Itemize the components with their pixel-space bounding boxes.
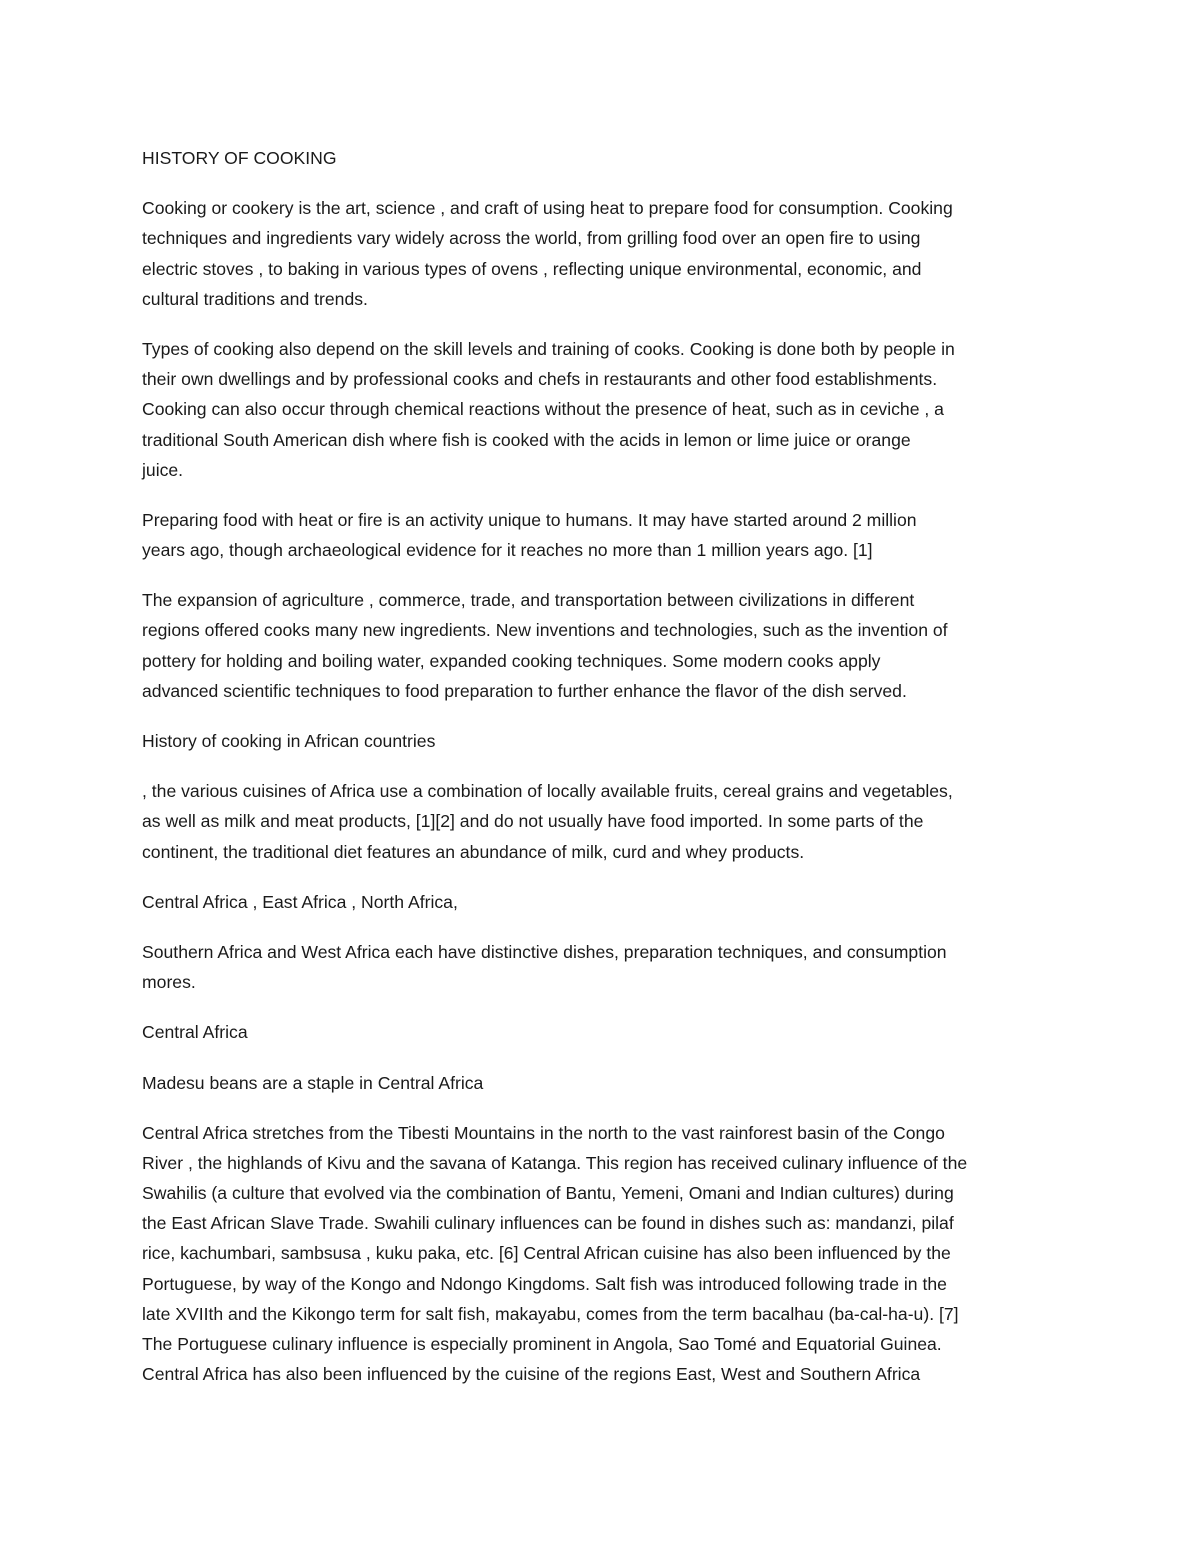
paragraph-madesu-beans [142,1068,1062,1098]
paragraph-intro [142,193,1062,314]
paragraph-regions [142,887,1062,917]
section-heading-central-africa [142,1017,1062,1047]
document-title [142,143,1062,173]
text-line: their own dwellings and by professional cooks and chefs in restaurants and other food establishments. [142,369,938,390]
text-line: Central Africa has also been influenced by the cuisine of the regions East, West and Southern Africa [142,1364,921,1385]
text-line: The Portuguese culinary influence is especially prominent in Angola, Sao Tomé and Equatorial Guinea. [142,1334,942,1354]
text-line: Central Africa [142,1022,248,1043]
document-body [142,143,1062,1409]
text-line: , the various cuisines of Africa use a combination of locally available fruits, cereal grains and vegetables, [142,781,953,802]
text-line: techniques and ingredients vary widely across the world, from grilling food over an open fire to using [142,228,921,249]
text-line: The expansion of agriculture , commerce, trade, and transportation between civilizations in different [142,590,915,611]
text-line: electric stoves , to baking in various types of ovens , reflecting unique environmental, economic, and [142,258,922,279]
text-line: Portuguese, by way of the Kongo and Ndongo Kingdoms. Salt fish was introduced following trade in the [142,1273,947,1294]
paragraph-types-of-cooking [142,334,1062,485]
text-line: advanced scientific techniques to food preparation to further enhance the flavor of the dish served. [142,680,907,701]
section-heading-african-cooking [142,726,1062,756]
text-line: Types of cooking also depend on the skill levels and training of cooks. Cooking is done both by people in [142,338,955,359]
text-line: traditional South American dish where fish is cooked with the acids in lemon or lime juice or orange [142,429,911,450]
paragraph-heat-or-fire [142,505,1062,565]
text-line: Central Africa stretches from the Tibesti Mountains in the north to the vast rainforest basin of the Congo [142,1122,945,1143]
paragraph-expansion [142,585,1062,706]
text-line: Cooking or cookery is the art, science , and craft of using heat to prepare food for consumption. Cooking [142,198,953,219]
text-line: Cooking can also occur through chemical reactions without the presence of heat, such as in ceviche , a [142,399,944,420]
paragraph-central-africa [142,1118,1062,1390]
paragraph-african-cuisines [142,776,1062,867]
text-line: years ago, though archaeological evidence for it reaches no more than 1 million years ago. [1] [142,540,873,561]
text-line: Preparing food with heat or fire is an activity unique to humans. It may have started around 2 million [142,509,917,530]
text-line: pottery for holding and boiling water, expanded cooking techniques. Some modern cooks apply [142,650,881,671]
text-line: as well as milk and meat products, [1][2] and do not usually have food imported. In some parts of the [142,811,924,832]
text-line: the East African Slave Trade. Swahili culinary influences can be found in dishes such as: mandanzi, pilaf [142,1213,954,1234]
text-line: late XVIIth and the Kikongo term for salt fish, makayabu, comes from the term bacalhau (ba-cal-ha-u). [7] [142,1303,959,1324]
text-line: continent, the traditional diet features an abundance of milk, curd and whey products. [142,841,805,862]
paragraph-southern-west-africa [142,937,1062,997]
text-line: Swahilis (a culture that evolved via the combination of Bantu, Yemeni, Omani and Indian cultures) during [142,1183,954,1204]
text-line: HISTORY OF COOKING [142,148,337,168]
text-line: Central Africa , East Africa , North Africa, [142,891,458,912]
text-line: mores. [142,972,196,993]
text-line: Southern Africa and West Africa each have distinctive dishes, preparation techniques, and consumption [142,941,947,962]
text-line: cultural traditions and trends. [142,288,368,309]
text-line: Madesu beans are a staple in Central Africa [142,1072,484,1093]
text-line: rice, kachumbari, sambsusa , kuku paka, etc. [6] Central African cuisine has also been influenced by the [142,1243,951,1264]
text-line: History of cooking in African countries [142,731,436,751]
text-line: River , the highlands of Kivu and the savana of Katanga. This region has received culinary influence of the [142,1152,968,1173]
text-line: juice. [142,459,184,480]
text-line: regions offered cooks many new ingredients. New inventions and technologies, such as the invention of [142,620,948,641]
